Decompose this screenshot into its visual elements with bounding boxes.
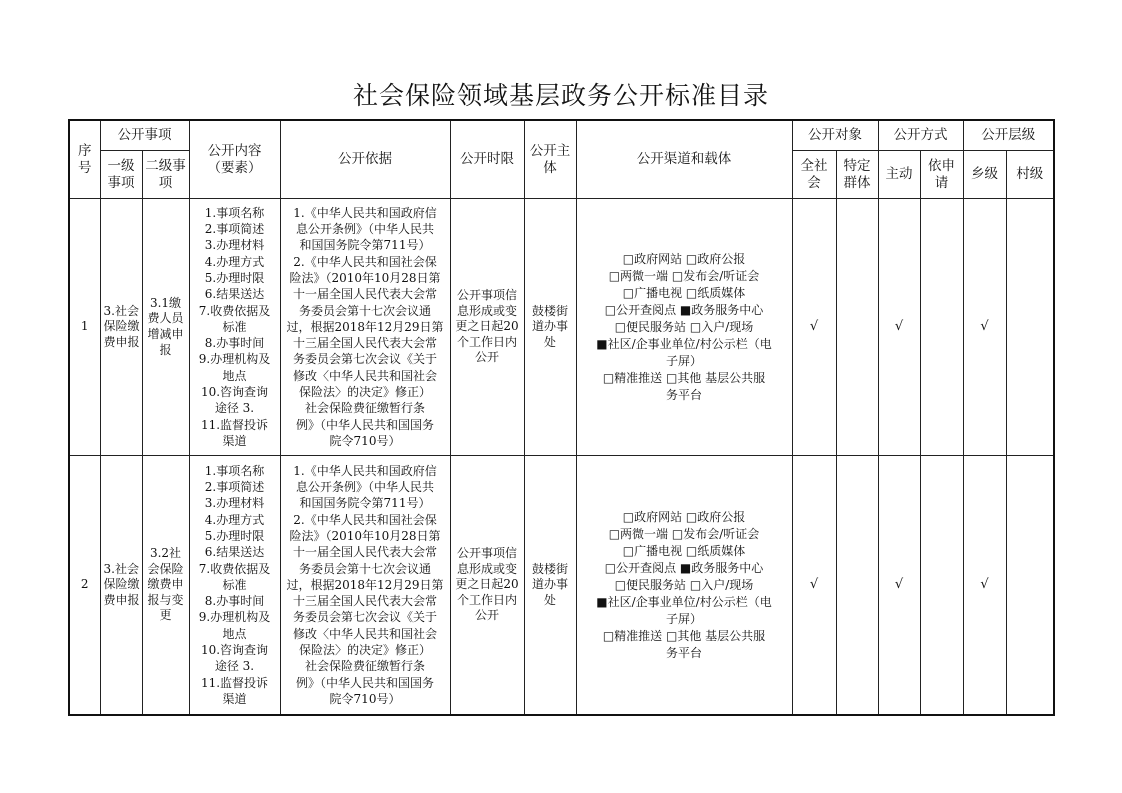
cell-line: 2.事项简述	[204, 480, 265, 495]
header-level-village: 村级	[1006, 151, 1054, 199]
cell-line: □精准推送 □其他 基层公共服	[602, 370, 766, 385]
header-level1: 一级事项	[100, 151, 142, 199]
header-subject: 公开主体	[524, 120, 576, 199]
row-method-active: √	[878, 199, 920, 456]
cell-line: 1.《中华人民共和国政府信	[293, 463, 437, 478]
cell-line: 过，根据2018年12月29日第	[286, 577, 444, 592]
row-time: 公开事项信息形成或变更之日起20个工作日内公开	[450, 456, 524, 716]
row-target-specific	[836, 456, 878, 716]
header-seq: 序号	[69, 120, 100, 199]
row-seq: 2	[69, 456, 100, 716]
header-time: 公开时限	[450, 120, 524, 199]
cell-line: 务委员会第十七次会议通	[298, 561, 431, 576]
header-method-active: 主动	[878, 151, 920, 199]
header-channel: 公开渠道和载体	[576, 120, 792, 199]
row-level-village	[1006, 199, 1054, 456]
header-content: 公开内容（要素）	[189, 120, 280, 199]
cell-line: 1.《中华人民共和国政府信	[293, 205, 437, 220]
cell-line: 过，根据2018年12月29日第	[286, 319, 444, 334]
cell-line: 2.事项简述	[204, 222, 265, 237]
cell-line: 院令710号）	[329, 691, 401, 706]
row-level-town: √	[963, 456, 1006, 716]
cell-line: 9.办理机构及	[198, 610, 271, 625]
cell-line: 例》（中华人民共和国国务	[295, 417, 434, 432]
cell-line: 地点	[222, 368, 247, 383]
header-target: 公开对象	[792, 120, 878, 151]
row-subject: 鼓楼街道办事处	[524, 199, 576, 456]
cell-line: 十三届全国人民代表大会常	[292, 336, 437, 351]
cell-line: □便民服务站 □入户/现场	[614, 319, 754, 334]
cell-line: 社会保险费征缴暂行条	[304, 659, 425, 674]
cell-line: 6.结果送达	[204, 287, 265, 302]
header-level-town: 乡级	[963, 151, 1006, 199]
header-level2: 二级事项	[142, 151, 189, 199]
cell-line: 保险法〉的决定》修正）	[298, 643, 431, 658]
cell-line: 5.办理时限	[204, 528, 265, 543]
row-content	[189, 199, 280, 456]
row-level1: 3.社会保险缴费申报	[100, 199, 142, 456]
cell-line: 3.办理材料	[204, 496, 265, 511]
header-target-all: 全社会	[792, 151, 836, 199]
cell-line: ■社区/企事业单位/村公示栏（电	[596, 336, 772, 351]
cell-line: □政府网站 □政府公报	[622, 251, 746, 266]
cell-line: 8.办事时间	[204, 336, 265, 351]
cell-line: 例》（中华人民共和国国务	[295, 675, 434, 690]
cell-line: □两微一端 □发布会/听证会	[608, 526, 760, 541]
header-method-request: 依申请	[920, 151, 963, 199]
header-matter: 公开事项	[100, 120, 189, 151]
cell-line: 7.收费依据及	[198, 561, 271, 576]
cell-line: 途径 3.	[214, 401, 255, 416]
cell-line: 5.办理时限	[204, 270, 265, 285]
cell-line: □广播电视 □纸质媒体	[622, 285, 746, 300]
cell-line: 标准	[222, 319, 247, 334]
cell-line: 保险法〉的决定》修正）	[298, 385, 431, 400]
cell-line: 途径 3.	[214, 659, 255, 674]
cell-line: 4.办理方式	[204, 512, 265, 527]
row-level-village	[1006, 456, 1054, 716]
row-level-town: √	[963, 199, 1006, 456]
row-target-all: √	[792, 456, 836, 716]
cell-line: 和国国务院令第711号）	[299, 496, 431, 511]
cell-line: 渠道	[222, 691, 247, 706]
catalog-table	[68, 119, 1055, 716]
cell-line: 7.收费依据及	[198, 303, 271, 318]
cell-line: 子屏）	[665, 353, 702, 368]
row-content	[189, 456, 280, 716]
cell-line: 10.咨询查询	[200, 643, 269, 658]
cell-line: □政府网站 □政府公报	[622, 509, 746, 524]
row-target-all: √	[792, 199, 836, 456]
cell-line: 3.办理材料	[204, 238, 265, 253]
row-channel	[576, 456, 792, 716]
cell-line: 修改〈中华人民共和国社会	[292, 368, 437, 383]
cell-line: ■社区/企事业单位/村公示栏（电	[596, 594, 772, 609]
row-method-request	[920, 199, 963, 456]
row-level1: 3.社会保险缴费申报	[100, 456, 142, 716]
cell-line: 10.咨询查询	[200, 385, 269, 400]
cell-line: 十一届全国人民代表大会常	[292, 545, 437, 560]
table-row	[69, 199, 1054, 456]
cell-line: 1.事项名称	[204, 463, 265, 478]
cell-line: 1.事项名称	[204, 205, 265, 220]
cell-line: 务委员会第七次会议《关于	[292, 352, 437, 367]
cell-line: □便民服务站 □入户/现场	[614, 577, 754, 592]
cell-line: 渠道	[222, 433, 247, 448]
cell-line: 务平台	[665, 645, 702, 660]
cell-line: 2.《中华人民共和国社会保	[293, 254, 437, 269]
row-basis	[280, 456, 450, 716]
cell-line: 2.《中华人民共和国社会保	[293, 512, 437, 527]
header-target-specific: 特定群体	[836, 151, 878, 199]
header-basis: 公开依据	[280, 120, 450, 199]
cell-line: 院令710号）	[329, 433, 401, 448]
cell-line: 社会保险费征缴暂行条	[304, 401, 425, 416]
row-level2: 3.2社会保险缴费申报与变更	[142, 456, 189, 716]
cell-line: 十一届全国人民代表大会常	[292, 287, 437, 302]
cell-line: 地点	[222, 626, 247, 641]
header-level: 公开层级	[963, 120, 1054, 151]
row-method-request	[920, 456, 963, 716]
cell-line: 标准	[222, 577, 247, 592]
cell-line: 修改〈中华人民共和国社会	[292, 626, 437, 641]
cell-line: 务委员会第七次会议《关于	[292, 610, 437, 625]
cell-line: □广播电视 □纸质媒体	[622, 543, 746, 558]
header-method: 公开方式	[878, 120, 963, 151]
cell-line: 十三届全国人民代表大会常	[292, 594, 437, 609]
cell-line: □精准推送 □其他 基层公共服	[602, 628, 766, 643]
row-level2: 3.1缴费人员增减申报	[142, 199, 189, 456]
cell-line: 子屏）	[665, 611, 702, 626]
cell-line: 息公开条例》（中华人民共	[295, 480, 434, 495]
cell-line: 6.结果送达	[204, 545, 265, 560]
cell-line: 险法》（2010年10月28日第	[289, 270, 441, 285]
cell-line: 11.监督投诉	[200, 675, 269, 690]
table-row	[69, 456, 1054, 716]
cell-line: 息公开条例》（中华人民共	[295, 222, 434, 237]
cell-line: 11.监督投诉	[200, 417, 269, 432]
row-time: 公开事项信息形成或变更之日起20个工作日内公开	[450, 199, 524, 456]
row-seq: 1	[69, 199, 100, 456]
cell-line: □公开查阅点 ■政务服务中心	[604, 302, 764, 317]
row-channel	[576, 199, 792, 456]
cell-line: 9.办理机构及	[198, 352, 271, 367]
cell-line: 8.办事时间	[204, 594, 265, 609]
row-basis	[280, 199, 450, 456]
cell-line: 务平台	[665, 387, 702, 402]
cell-line: □公开查阅点 ■政务服务中心	[604, 560, 764, 575]
cell-line: 务委员会第十七次会议通	[298, 303, 431, 318]
row-target-specific	[836, 199, 878, 456]
cell-line: □两微一端 □发布会/听证会	[608, 268, 760, 283]
cell-line: 险法》（2010年10月28日第	[289, 528, 441, 543]
cell-line: 4.办理方式	[204, 254, 265, 269]
page-title: 社会保险领域基层政务公开标准目录	[352, 81, 769, 110]
row-subject: 鼓楼街道办事处	[524, 456, 576, 716]
row-method-active: √	[878, 456, 920, 716]
cell-line: 和国国务院令第711号）	[299, 238, 431, 253]
